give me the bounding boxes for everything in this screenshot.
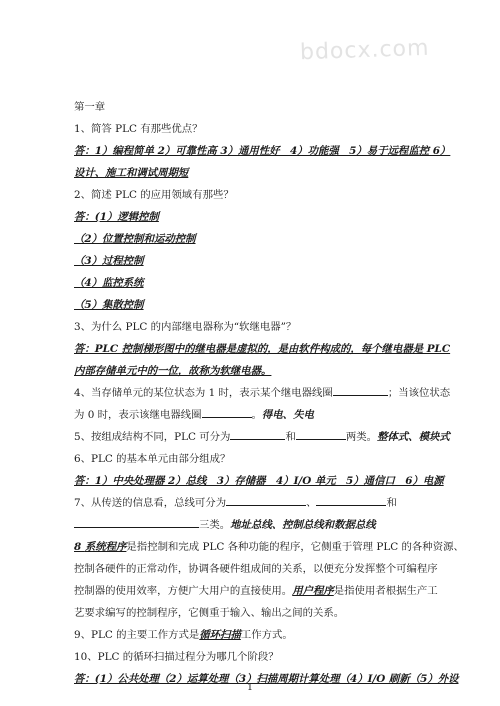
- fill-blank: [226, 493, 306, 506]
- question-10: 10、PLC 的循环扫描过程分为哪几个阶段？: [74, 651, 279, 663]
- question-8-line-3: [74, 580, 436, 602]
- answer-text: 用户程序: [292, 585, 334, 597]
- question-6: 6、PLC 的基本单元由部分组成？: [74, 453, 231, 465]
- question-text: 是指使用者根据生产工: [333, 585, 438, 597]
- question-text: 工作方式。: [240, 629, 293, 641]
- chapter-title: 第一章: [74, 101, 106, 113]
- answer-text: 系统程序: [84, 541, 127, 553]
- question-4-line-1: [74, 382, 451, 404]
- question-text: 7、从传送的信息看，总线可分为: [74, 497, 227, 509]
- question-7-line-1: [74, 492, 436, 514]
- question-text: 、: [306, 497, 317, 509]
- answer-6: [74, 470, 444, 492]
- answer-2-item-1: [74, 206, 436, 228]
- question-text: 和: [285, 431, 296, 443]
- answer-1-line-1: [74, 140, 451, 162]
- question-8-line-4: 艺要求编写的控制程序，它侧重于输入、输出之间的关系。: [74, 607, 345, 619]
- fill-blank: [74, 515, 199, 528]
- watermark: bdocx.com: [299, 35, 430, 66]
- page-number: 1: [247, 683, 253, 693]
- answer-text: 设计、施工和调试周期短: [74, 167, 189, 179]
- answer-3-line-1: [74, 338, 451, 360]
- answer-text: 循环扫描: [199, 629, 241, 641]
- fill-blank: [230, 427, 285, 440]
- answer-2-item-5: [74, 294, 436, 316]
- question-number: 8: [74, 541, 85, 553]
- question-text: 为 0 时，表示该继电器线圈: [74, 409, 202, 421]
- answer-text: 答：1）中央处理器 2）总线 3）存储器 4）I/O 单元 5）通信口 6）电源: [74, 475, 444, 487]
- question-text: 4、当存储单元的某位状态为 1 时，表示某个继电器线圈: [74, 387, 333, 399]
- question-text: 三类。: [199, 519, 231, 531]
- answer-text: 答：(1）公共处理（2）运算处理（3）扫描周期计算处理（4）I/O 刷新（5）外设: [74, 673, 459, 685]
- answer-text: 答：PLC 控制梯形图中的继电器是虚拟的，是由软件构成的，每个继电器是 PLC: [74, 343, 451, 355]
- question-text: 和: [386, 497, 397, 509]
- answer-text: 答：1）编程简单 2）可靠性高 3）通用性好 4）功能强 5）易于远程监控 6）: [74, 145, 451, 157]
- question-9: [74, 624, 436, 646]
- answer-3-line-2: [74, 360, 436, 382]
- fill-blank: [296, 427, 346, 440]
- question-4-line-2: [74, 404, 436, 426]
- page-content: [74, 96, 464, 690]
- answer-text: 答：(1）逻辑控制: [74, 211, 159, 223]
- answer-text: 地址总线、控制总线和数据总线: [230, 519, 376, 531]
- answer-text: 得电、失电: [261, 409, 314, 421]
- answer-text: （5）集散控制: [74, 299, 144, 311]
- question-1: 1、简答 PLC 有那些优点？: [74, 123, 203, 135]
- question-2: 2、简述 PLC 的应用领域有那些？: [74, 189, 234, 201]
- answer-2-item-3: [74, 250, 436, 272]
- answer-text: （3）过程控制: [74, 255, 144, 267]
- answer-text: 内部存储单元中的一位，故称为软继电器。: [74, 365, 272, 377]
- question-text: 。: [251, 409, 262, 421]
- question-8-line-2: 控制各硬件的正常动作，协调各硬件组成间的关系，以便充分发挥整个可编程序: [74, 563, 438, 575]
- question-text: 是指控制和完成 PLC 各种功能的程序，它侧重于管理 PLC 的各种资源、: [126, 541, 464, 553]
- fill-blank: [316, 493, 386, 506]
- question-text: 9、PLC 的主要工作方式是: [74, 629, 200, 641]
- answer-text: 整体式、模块式: [377, 431, 450, 443]
- question-text: 两类。: [345, 431, 378, 443]
- fill-blank: [333, 383, 388, 396]
- answer-2-item-2: [74, 228, 436, 250]
- question-text: ；当该位状态: [387, 387, 451, 399]
- question-text: 5、按组成结构不同，PLC 可分为: [74, 431, 231, 443]
- answer-1-line-2: [74, 162, 436, 184]
- answer-text: （4）监控系统: [74, 277, 144, 289]
- answer-2-item-4: [74, 272, 436, 294]
- question-7-line-2: [74, 514, 436, 536]
- question-3: 3、为什么 PLC 的内部继电器称为“软继电器”？: [74, 321, 297, 333]
- question-8-line-1: [74, 536, 464, 558]
- fill-blank: [202, 405, 252, 418]
- question-text: 控制器的使用效率，方便广大用户的直接使用。: [74, 585, 293, 597]
- question-5: [74, 426, 450, 448]
- answer-text: （2）位置控制和运动控制: [74, 233, 196, 245]
